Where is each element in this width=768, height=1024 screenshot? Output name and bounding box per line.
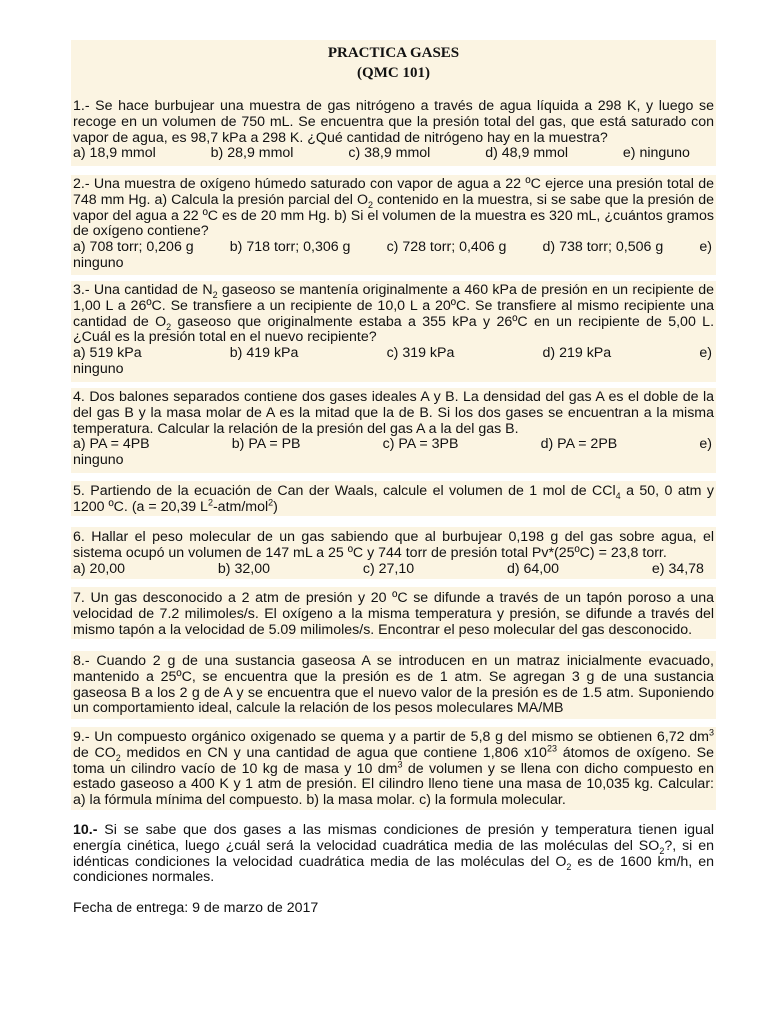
question-7: [73, 591, 714, 638]
question-5: [73, 484, 714, 516]
option-e-text: ninguno: [73, 254, 124, 271]
option-d: d) 219 kPa: [542, 345, 612, 362]
question-text: 5. Partiendo de la ecuación de Can der Waals, calcule el volumen de 1 mol de CCl$_4$ a 50, 0 atm y 1200 ºC. (a = 20,39 $L^2-atm/mol^2$): [73, 483, 714, 515]
option-b: b) PA = PB: [231, 436, 301, 453]
option-e: e) ninguno: [622, 145, 690, 162]
option-c: c) 728 torr; 0,406 g: [386, 239, 507, 256]
option-a: a) 519 kPa: [73, 345, 142, 362]
page-subtitle: (QMC 101): [357, 65, 430, 81]
option-d: d) 738 torr; 0,506 g: [542, 239, 664, 256]
option-e-text: ninguno: [73, 360, 124, 377]
due-date: Fecha de entrega: 9 de marzo de 2017: [73, 900, 319, 916]
question-text: 8.- Cuando 2 g de una sustancia gaseosa A se introducen en un matraz inicialmente evacuado, mantenido a 25ºC, se encuentra que la presión es de 1 atm. Se agregan 3 g de una sustancia gaseosa B a los 2 g de A y se encuentra que el nuevo valor de la presión es de 1.5 atm. Suponiendo un comportamiento ideal, calcule la relación de los pesos moleculares MA/MB: [73, 653, 714, 717]
page-title: PRACTICA GASES: [327, 45, 460, 61]
options-row: [73, 562, 714, 578]
options-row: [73, 346, 714, 362]
options-row: [73, 437, 714, 453]
question-text: 1.- Se hace burbujear una muestra de gas nitrógeno a través de agua líquida a 298 K, y luego se recoge en un volumen de 750 mL. Se encuentra que la presión total del gas, que está saturado con vapor de agua, es 98,7 kPa a 298 K. ¿Qué cantidad de nitrógeno hay en la muestra?: [73, 98, 714, 146]
option-b: b) 718 torr; 0,306 g: [229, 239, 351, 256]
option-b: b) 32,00: [217, 560, 270, 577]
question-9: [73, 727, 714, 809]
question-text: 3.- Una cantidad de $N_2$ gaseoso se mantenía originalmente a 460 kPa de presión en un recipiente de 1,00 L a 26ºC. Se transfiere a un recipiente de 10,0 L a 20ºC. Se transfiere al mismo recipiente una cantidad de $O_2$ gaseoso que originalmente estaba a 355 kPa y 26ºC en un recipiente de 5,00 L. ¿Cuál es la presión total en el nuevo recipiente?: [73, 282, 715, 346]
option-d: d) 64,00: [506, 560, 560, 577]
option-e: e): [699, 239, 712, 256]
option-e: e): [699, 436, 712, 453]
question-3: [73, 283, 714, 378]
question-text: 6. Hallar el peso molecular de un gas sabiendo que al burbujear 0,198 g del gas sobre agua, el sistema ocupó un volumen de 147 mL a 25 ºC y 744 torr de presión total Pv*(25ºC) = 23,8 torr.: [73, 529, 714, 561]
question-2: [73, 177, 714, 272]
option-b: b) 28,9 mmol: [210, 145, 294, 162]
question-8: [73, 654, 714, 717]
option-b: b) 419 kPa: [229, 345, 299, 362]
option-a: a) 20,00: [73, 560, 126, 577]
question-text: 4. Dos balones separados contiene dos gases ideales A y B. La densidad del gas A es el doble de la del gas B y la masa molar de A es la mitad que la de B. Si los dos gases se encuentran a la misma temperatura. Calcular la relación de la presión del gas A a la del gas B.: [73, 389, 714, 437]
option-e: e): [699, 345, 712, 362]
option-a: a) 708 torr; 0,206 g: [73, 239, 194, 256]
option-d: d) 48,9 mmol: [485, 145, 569, 162]
option-c: c) 38,9 mmol: [348, 145, 431, 162]
question-text: 7. Un gas desconocido a 2 atm de presión y 20 ºC se difunde a través de un tapón poroso a una velocidad de 7.2 milimoles/s. El oxígeno a la misma temperatura y presión, se difunde a través del mismo tapón a la velocidad de 5.09 milimoles/s. Encontrar el peso molecular del gas desconocido.: [73, 590, 714, 638]
question-text: 2.- Una muestra de oxígeno húmedo saturado con vapor de agua a 22 ºC ejerce una presión total de 748 mm Hg. a) Calcula la presión parcial del $O_2$ contenido en la muestra, si se sabe que la presión de vapor del agua a 22 ºC es de 20 mm Hg. b) Si el volumen de la muestra es 320 mL, ¿cuántos gramos de oxígeno contiene?: [73, 176, 714, 240]
option-d: d) PA = 2PB: [540, 436, 618, 453]
option-e-text: ninguno: [73, 452, 124, 469]
question-text: 10.- Si se sabe que dos gases a las mismas condiciones de presión y temperatura tienen igual energía cinética, luego ¿cuál será la velocidad cuadrática media de las moléculas del $SO_2$?, si en idénticas condiciones la velocidad cuadrática media de las moléculas del $O_2$ es de 1600 km/h, en condiciones normales.: [73, 822, 715, 886]
option-c: c) 27,10: [362, 560, 415, 577]
question-1: [73, 99, 714, 162]
option-a: a) PA = 4PB: [73, 436, 150, 453]
question-10: [73, 823, 714, 886]
question-4: [73, 390, 714, 469]
options-row: [73, 146, 714, 162]
option-e: e) 34,78: [651, 560, 704, 577]
options-row: [73, 240, 714, 256]
question-text: 9.- Un compuesto orgánico oxigenado se quema y a partir de 5,8 g del mismo se obtienen 6,72 $dm^3$ de $CO_2$ medidos en CN y una cantidad de agua que contiene 1,806 $x10^{23}$ átomos de oxígeno. Se toma un cilindro vacío de 10 kg de masa y 10 $dm^3$ de volumen y se llena con dicho compuesto en estado gaseoso a 400 K y 1 atm de presión. El cilindro lleno tiene una masa de 10,035 kg. Calcular: a) la fórmula mínima del compuesto. b) la masa molar. c) la formula molecular.: [73, 727, 714, 809]
question-6: [73, 530, 714, 577]
option-c: c) PA = 3PB: [382, 436, 459, 453]
option-a: a) 18,9 mmol: [73, 145, 156, 162]
option-c: c) 319 kPa: [386, 345, 455, 362]
